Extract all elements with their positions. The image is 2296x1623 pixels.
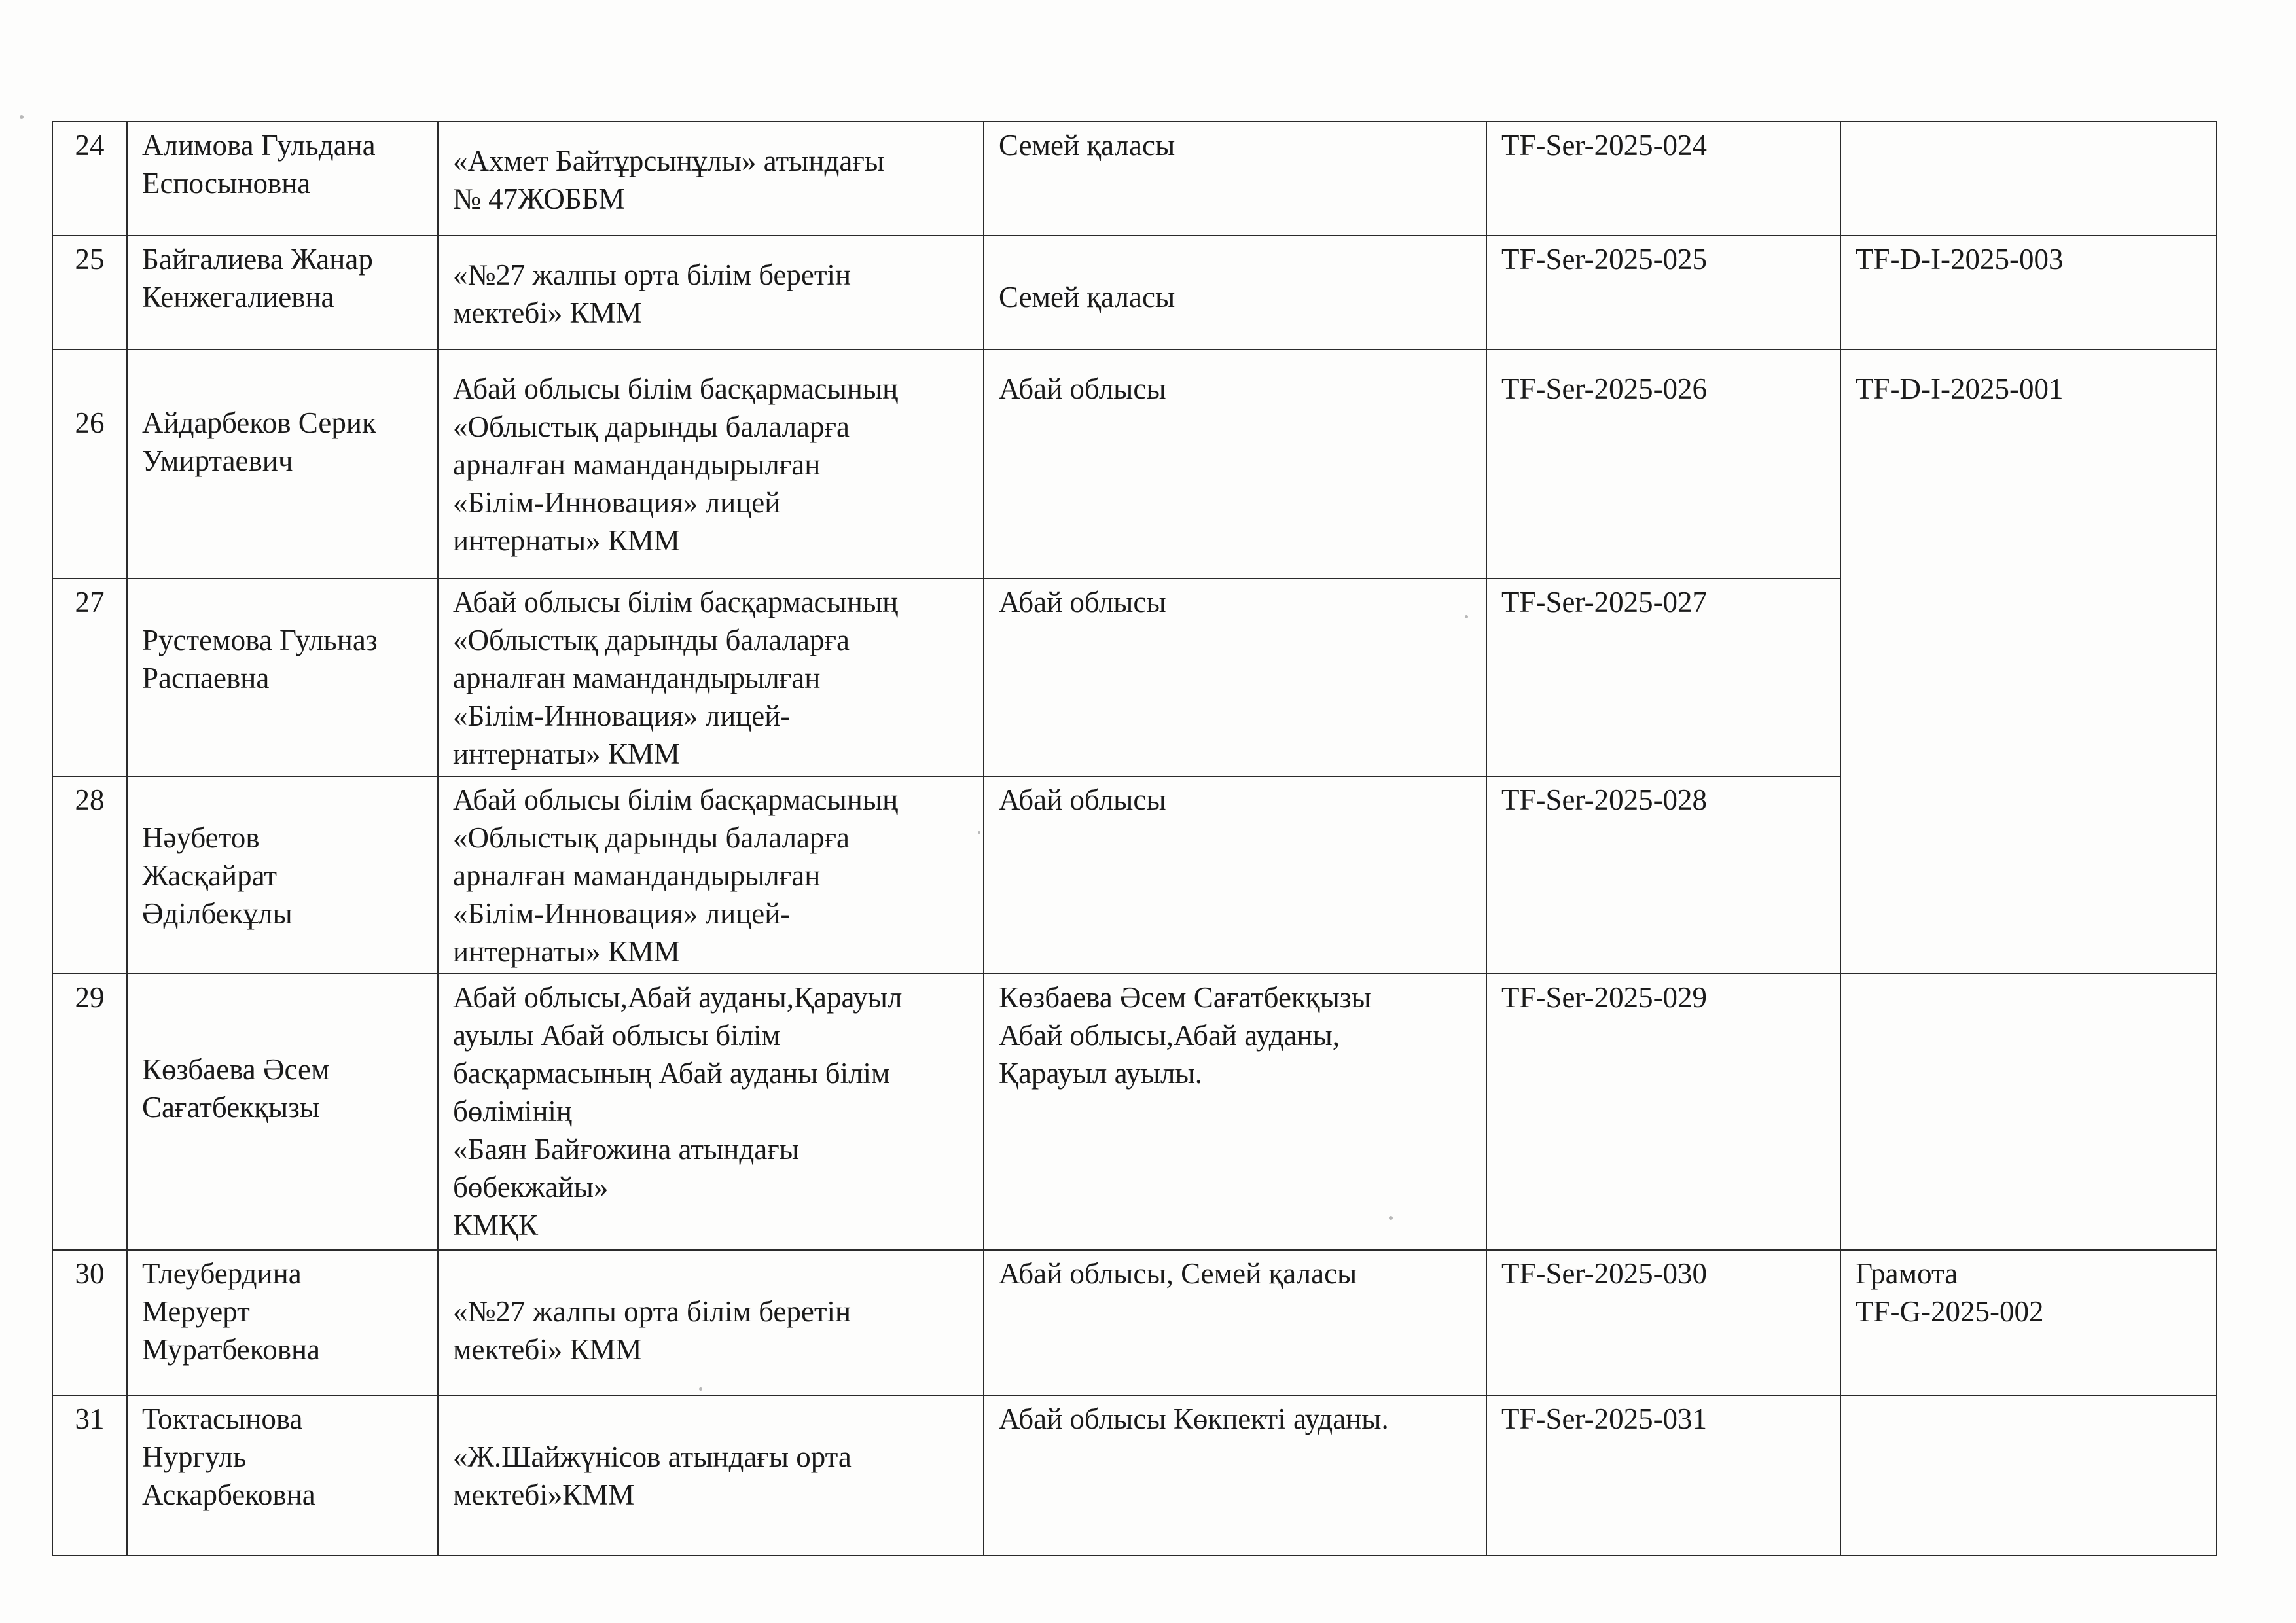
row-number: 31 [52, 1395, 127, 1556]
region: Абай облысы [984, 579, 1486, 776]
participant-name: Көзбаева Әсем Сағатбекқызы [127, 974, 438, 1250]
school-name: Абай облысы білім басқармасының «Облыстық дарынды балаларға арналған мамандандырылған «Білім-Инновация» лицей- интернаты» КММ [438, 776, 984, 974]
school-name: «№27 жалпы орта білім беретін мектебі» КММ [438, 1250, 984, 1395]
certificate-code: TF-Ser-2025-029 [1486, 974, 1840, 1250]
row-number: 25 [52, 236, 127, 349]
region: Абай облысы [984, 776, 1486, 974]
certificate-code: TF-Ser-2025-028 [1486, 776, 1840, 974]
additional-award: TF-D-I-2025-001 [1840, 349, 2217, 974]
region: Семей қаласы [984, 236, 1486, 349]
participant-name: Тлеубердина Меруерт Муратбековна [127, 1250, 438, 1395]
additional-award [1840, 122, 2217, 236]
school-name: «Ж.Шайжүнісов атындағы орта мектебі»КММ [438, 1395, 984, 1556]
school-name: Абай облысы білім басқармасының «Облыстық дарынды балаларға арналған мамандандырылған «Білім-Инновация» лицей- интернаты» КММ [438, 579, 984, 776]
certificate-code: TF-Ser-2025-026 [1486, 349, 1840, 579]
participant-name: Нәубетов Жасқайрат Әділбекұлы [127, 776, 438, 974]
region: Абай облысы, Семей қаласы [984, 1250, 1486, 1395]
scan-speck [20, 115, 24, 119]
row-number: 27 [52, 579, 127, 776]
row-number: 28 [52, 776, 127, 974]
row-number: 26 [52, 349, 127, 579]
certificate-code: TF-Ser-2025-024 [1486, 122, 1840, 236]
region: Абай облысы Көкпекті ауданы. [984, 1395, 1486, 1556]
row-number: 24 [52, 122, 127, 236]
additional-award: TF-D-I-2025-003 [1840, 236, 2217, 349]
table-row [52, 1250, 2217, 1395]
region: Көзбаева Әсем Сағатбекқызы Абай облысы,Абай ауданы, Қарауыл ауылы. [984, 974, 1486, 1250]
table-row [52, 974, 2217, 1250]
school-name: Абай облысы,Абай ауданы,Қарауыл ауылы Абай облысы білім басқармасының Абай ауданы білім бөлімінің «Баян Байғожина атындағы бөбекжайы» КМҚК [438, 974, 984, 1250]
table-row [52, 349, 2217, 579]
certificate-code: TF-Ser-2025-030 [1486, 1250, 1840, 1395]
additional-award [1840, 1395, 2217, 1556]
participant-name: Айдарбеков Серик Умиртаевич [127, 349, 438, 579]
participant-name: Байгалиева Жанар Кенжегалиевна [127, 236, 438, 349]
row-number: 29 [52, 974, 127, 1250]
certificate-code: TF-Ser-2025-031 [1486, 1395, 1840, 1556]
school-name: «Ахмет Байтұрсынұлы» атындағы № 47ЖОББМ [438, 122, 984, 236]
school-name: Абай облысы білім басқармасының «Облыстық дарынды балаларға арналған мамандандырылған «Білім-Инновация» лицей интернаты» КММ [438, 349, 984, 579]
certificate-code: TF-Ser-2025-025 [1486, 236, 1840, 349]
row-number: 30 [52, 1250, 127, 1395]
table-row [52, 122, 2217, 236]
additional-award [1840, 974, 2217, 1250]
certificate-register-table [52, 121, 2217, 1556]
table-row [52, 1395, 2217, 1556]
participant-name: Рустемова Гульназ Распаевна [127, 579, 438, 776]
additional-award: Грамота TF-G-2025-002 [1840, 1250, 2217, 1395]
region: Абай облысы [984, 349, 1486, 579]
region: Семей қаласы [984, 122, 1486, 236]
participant-name: Алимова Гульдана Еспосыновна [127, 122, 438, 236]
participant-name: Токтасынова Нургуль Аскарбековна [127, 1395, 438, 1556]
table-row [52, 236, 2217, 349]
certificate-code: TF-Ser-2025-027 [1486, 579, 1840, 776]
school-name: «№27 жалпы орта білім беретін мектебі» КММ [438, 236, 984, 349]
